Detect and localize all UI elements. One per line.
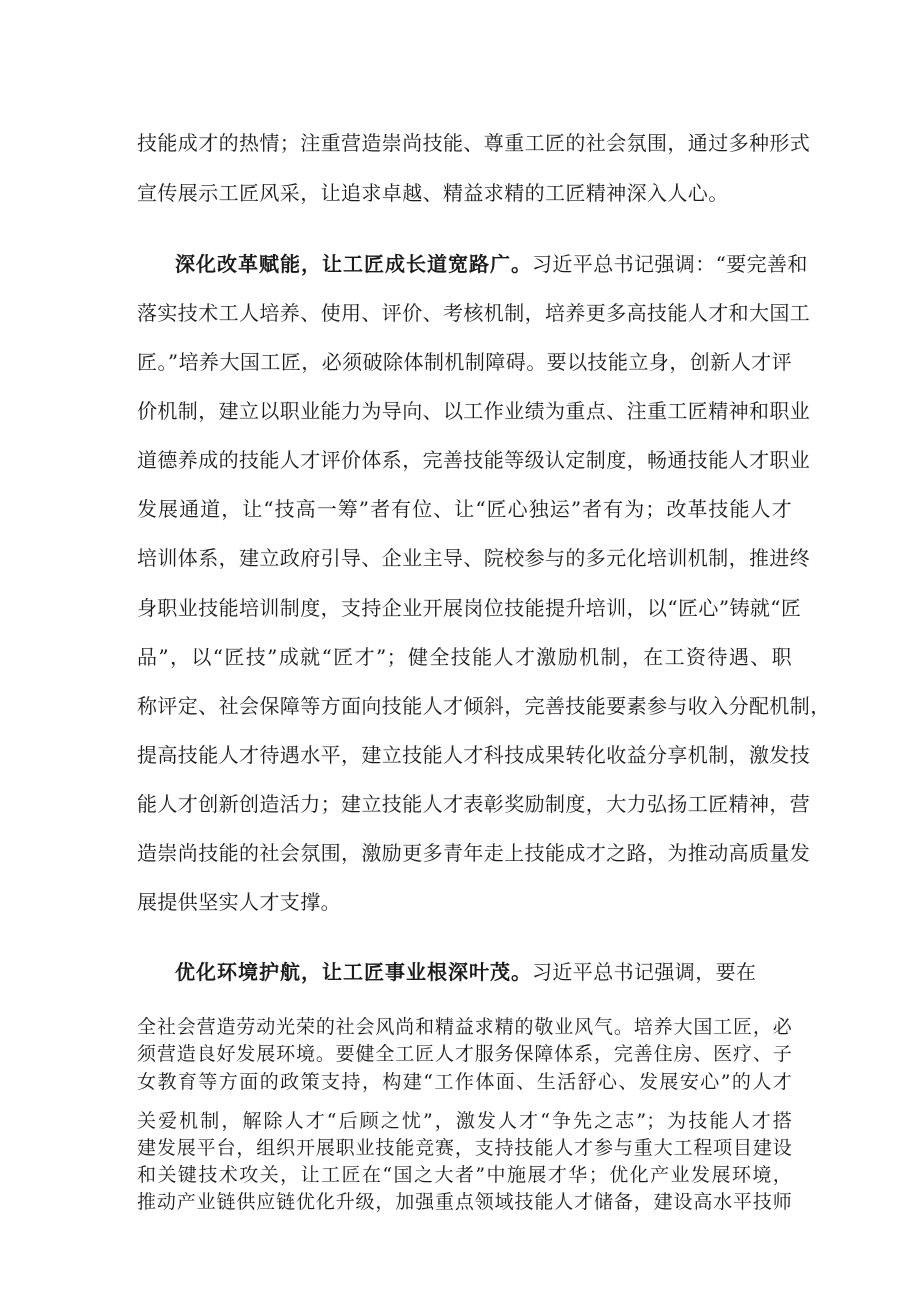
environment-heading: 优化环境护航，让工匠事业根深叶茂。	[175, 960, 532, 984]
intro-line-1: 技能成才的热情；注重营造崇尚技能、尊重工匠的社会氛围，通过多种形式	[137, 131, 811, 155]
environment-line: 和关键技术攻关，让工匠在“国之大者”中施展才华；优化产业发展环境，	[137, 1164, 792, 1186]
environment-first-line	[175, 960, 792, 984]
reform-line: 价机制，建立以职业能力为导向、以工作业绩为重点、注重工匠精神和职业	[137, 399, 811, 423]
environment-line: 建发展平台，组织开展职业技能竞赛，支持技能人才参与重大工程项目建设	[137, 1137, 792, 1159]
reform-line: 落实技术工人培养、使用、评价、考核机制，培养更多高技能人才和大国工	[137, 301, 811, 325]
environment-line: 推动产业链供应链优化升级，加强重点领域技能人才储备，建设高水平技师	[137, 1191, 792, 1213]
reform-line: 称评定、社会保障等方面向技能人才倾斜，完善技能要素参与收入分配机制，	[137, 694, 831, 718]
environment-line: 全社会营造劳动光荣的社会风尚和精益求精的敬业风气。培养大国工匠，必	[137, 1016, 792, 1038]
environment-line: 女教育等方面的政策支持，构建“工作体面、生活舒心、发展安心”的人才	[137, 1071, 792, 1093]
reform-line: 培训体系，建立政府引导、企业主导、院校参与的多元化培训机制，推进终	[137, 546, 811, 570]
reform-line: 能人才创新创造活力；建立技能人才表彰奖励制度，大力弘扬工匠精神，营	[137, 792, 811, 816]
reform-first-line	[175, 252, 808, 276]
reform-line: 提高技能人才待遇水平，建立技能人才科技成果转化收益分享机制，激发技	[137, 743, 811, 767]
reform-heading: 深化改革赋能，让工匠成长道宽路广。	[175, 252, 532, 276]
reform-line: 发展通道，让“技高一筹”者有位、让“匠心独运”者有为；改革技能人才	[137, 497, 792, 521]
intro-line-2: 宣传展示工匠风采，让追求卓越、精益求精的工匠精神深入人心。	[137, 181, 729, 205]
environment-first-line-text: 习近平总书记强调，要在	[532, 960, 757, 984]
environment-line: 关爱机制，解除人才“后顾之忧”，激发人才“争先之志”；为技能人才搭	[137, 1110, 792, 1132]
environment-line: 须营造良好发展环境。要健全工匠人才服务保障体系，完善住房、医疗、子	[137, 1043, 792, 1065]
reform-line: 道德养成的技能人才评价体系，完善技能等级认定制度，畅通技能人才职业	[137, 448, 811, 472]
reform-line: 品”，以“匠技”成就“匠才”；健全技能人才激励机制，在工资待遇、职	[137, 645, 792, 669]
reform-line: 展提供坚实人才支撑。	[137, 890, 341, 914]
reform-line: 匠。”培养大国工匠，必须破除体制机制障碍。要以技能立身，创新人才评	[137, 350, 792, 374]
reform-line: 造崇尚技能的社会氛围，激励更多青年走上技能成才之路，为推动高质量发	[137, 841, 811, 865]
reform-first-line-text: 习近平总书记强调：“要完善和	[532, 252, 808, 276]
reform-line: 身职业技能培训制度，支持企业开展岗位技能提升培训，以“匠心”铸就“匠	[137, 596, 802, 620]
